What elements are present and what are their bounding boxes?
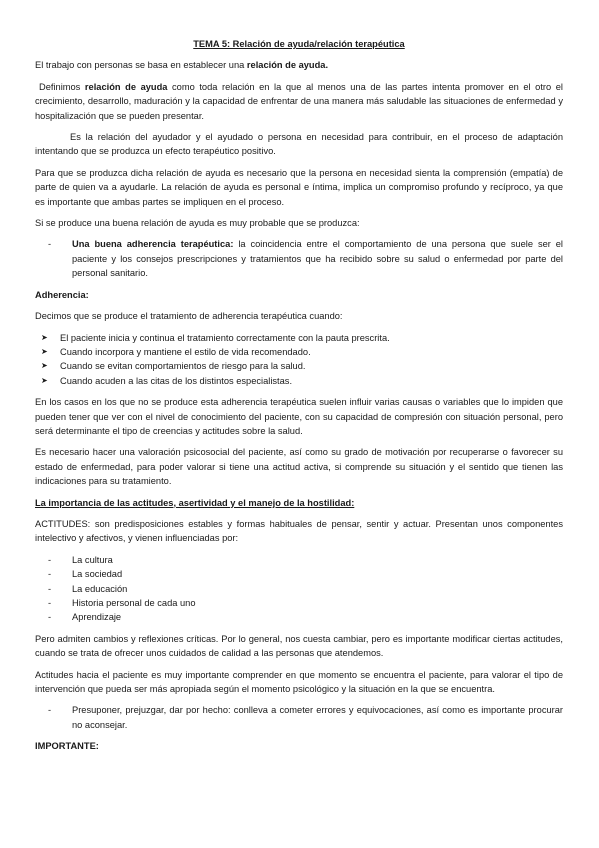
arrow-bullet-icon: ➤ — [41, 346, 48, 356]
document-title: TEMA 5: Relación de ayuda/relación terapéutica — [193, 39, 405, 49]
list-item-text: El paciente inicia y continua el tratamiento correctamente con la pauta prescrita. — [60, 332, 390, 343]
paragraph-intro — [35, 58, 563, 72]
paragraph-good-relation: Si se produce una buena relación de ayuda es muy probable que se produzca: — [35, 218, 360, 229]
adherence-text: la coincidencia entre el comportamiento de una persona que suele ser el paciente y los consejos prescripciones y tratamientos que ha recibido sobre su salud o enfermedad por parte del personal sanitario. — [72, 239, 563, 279]
list-item-text: Presuponer, prejuzgar, dar por hecho: conlleva a cometer errores y equivocaciones, así como es importante procurar no aconsejar. — [72, 705, 563, 730]
list-item-text: Cuando se evitan comportamientos de riesgo para la salud. — [60, 361, 306, 372]
dash-marker: - — [48, 569, 52, 580]
list-item — [35, 582, 563, 596]
paragraph-definition — [35, 80, 563, 123]
dash-marker: - — [48, 705, 52, 716]
list-item — [35, 331, 563, 345]
definition-post: como toda relación en la que al menos una de las partes intenta promover en el otro el crecimiento, desarrollo, maduración y la capacidad de enfrentar de una manera más saludable las situaciones de enfermedad y hospitalización que se pueden presentar. — [35, 81, 564, 121]
intro-bold: relación de ayuda. — [246, 60, 329, 71]
adherence-bold: Una buena adherencia terapéutica: — [72, 239, 234, 250]
intro-text: El trabajo con personas se basa en establecer una — [35, 60, 247, 71]
definition-pre: Definimos — [39, 81, 85, 92]
influences-list — [35, 553, 563, 625]
paragraph-psychosocial: Es necesario hacer una valoración psicosocial del paciente, así como su grado de motivación por recuperarse o favorecer su estado de enfermedad, para poder valorar si tiene una actitud activa, si comprende su situación y el sentido que tienen las indicaciones para su tratamiento. — [35, 447, 563, 487]
paragraph-empathy: Para que se produzca dicha relación de ayuda es necesario que la persona en necesidad sienta la comprensión (empatía) de parte de quien va a ayudarle. La relación de ayuda es personal e íntima, implica un compromiso profundo y recíproco, ya que es importante que ambas partes se impliquen en el proceso. — [35, 167, 563, 207]
paragraph-adherence-when: Decimos que se produce el tratamiento de adherencia terapéutica cuando: — [35, 311, 343, 322]
dash-marker: - — [48, 583, 52, 594]
list-item — [35, 237, 563, 280]
paragraph-relation: Es la relación del ayudador y el ayudado o persona en necesidad para contribuir, en el proceso de adaptación intentando que se produzca un efecto terapéutico positivo. — [35, 132, 563, 157]
arrow-bullet-icon: ➤ — [41, 332, 48, 342]
list-item-text: La cultura — [72, 554, 113, 565]
document-body — [35, 37, 563, 761]
paragraph-attitudes-patient: Actitudes hacia el paciente es muy importante comprender en que momento se encuentra el paciente, para valorar el tipo de intervención que pueda ser más apropiada según el momento psicológico y la situación en la que se encuentra. — [35, 669, 563, 695]
paragraph-actitudes: ACTITUDES: son predisposiciones estables y formas habituales de pensar, sentir y actuar. Presentan unos componentes intelectivo y afectivos, y vienen influenciadas por: — [35, 518, 563, 544]
list-item-text: Cuando acuden a las citas de los distintos especialistas. — [60, 375, 293, 386]
list-item-text: La sociedad — [72, 569, 123, 580]
arrow-bullet-icon: ➤ — [41, 361, 48, 371]
heading-importante: IMPORTANTE: — [35, 741, 99, 752]
list-item-text: Aprendizaje — [72, 612, 122, 623]
dash-marker: - — [48, 598, 52, 608]
paragraph-changes: Pero admiten cambios y reflexiones críticas. Por lo general, nos cuesta cambiar, pero es importante modificar ciertas actitudes, cuando se trata de ofrecer unos cuidados de calidad a las personas que atendemos. — [35, 633, 563, 659]
arrow-bullet-icon: ➤ — [41, 375, 48, 385]
list-item — [35, 553, 563, 567]
list-item — [35, 359, 563, 373]
list-item-text: Cuando incorpora y mantiene el estilo de vida recomendado. — [60, 346, 311, 357]
list-item — [35, 610, 563, 624]
list-item-text: Historia personal de cada uno — [72, 598, 196, 608]
definition-bold: relación de ayuda — [84, 81, 168, 92]
heading-adherencia: Adherencia: — [35, 289, 89, 300]
list-item-text: La educación — [72, 583, 128, 594]
list-item — [35, 703, 563, 732]
dash-marker: - — [48, 612, 52, 623]
list-item — [35, 596, 563, 610]
dash-marker: - — [48, 554, 52, 565]
list-item — [35, 567, 563, 581]
dash-marker: - — [48, 239, 52, 250]
adherence-conditions-list — [35, 331, 563, 389]
list-item — [35, 345, 563, 359]
heading-importancia: La importancia de las actitudes, asertividad y el manejo de la hostilidad: — [35, 497, 355, 508]
list-item — [35, 374, 563, 388]
presuponer-list — [35, 703, 563, 732]
paragraph-non-adherence: En los casos en los que no se produce esta adherencia terapéutica suelen influir varias causas o variables que lo impiden que pueden tener que ver con el nivel de conocimiento del paciente, con su capacidad de compresión con situación personal, pero será determinante el tipo de creencias y actitudes sobre la salud. — [35, 397, 563, 436]
adherence-list — [35, 237, 563, 280]
